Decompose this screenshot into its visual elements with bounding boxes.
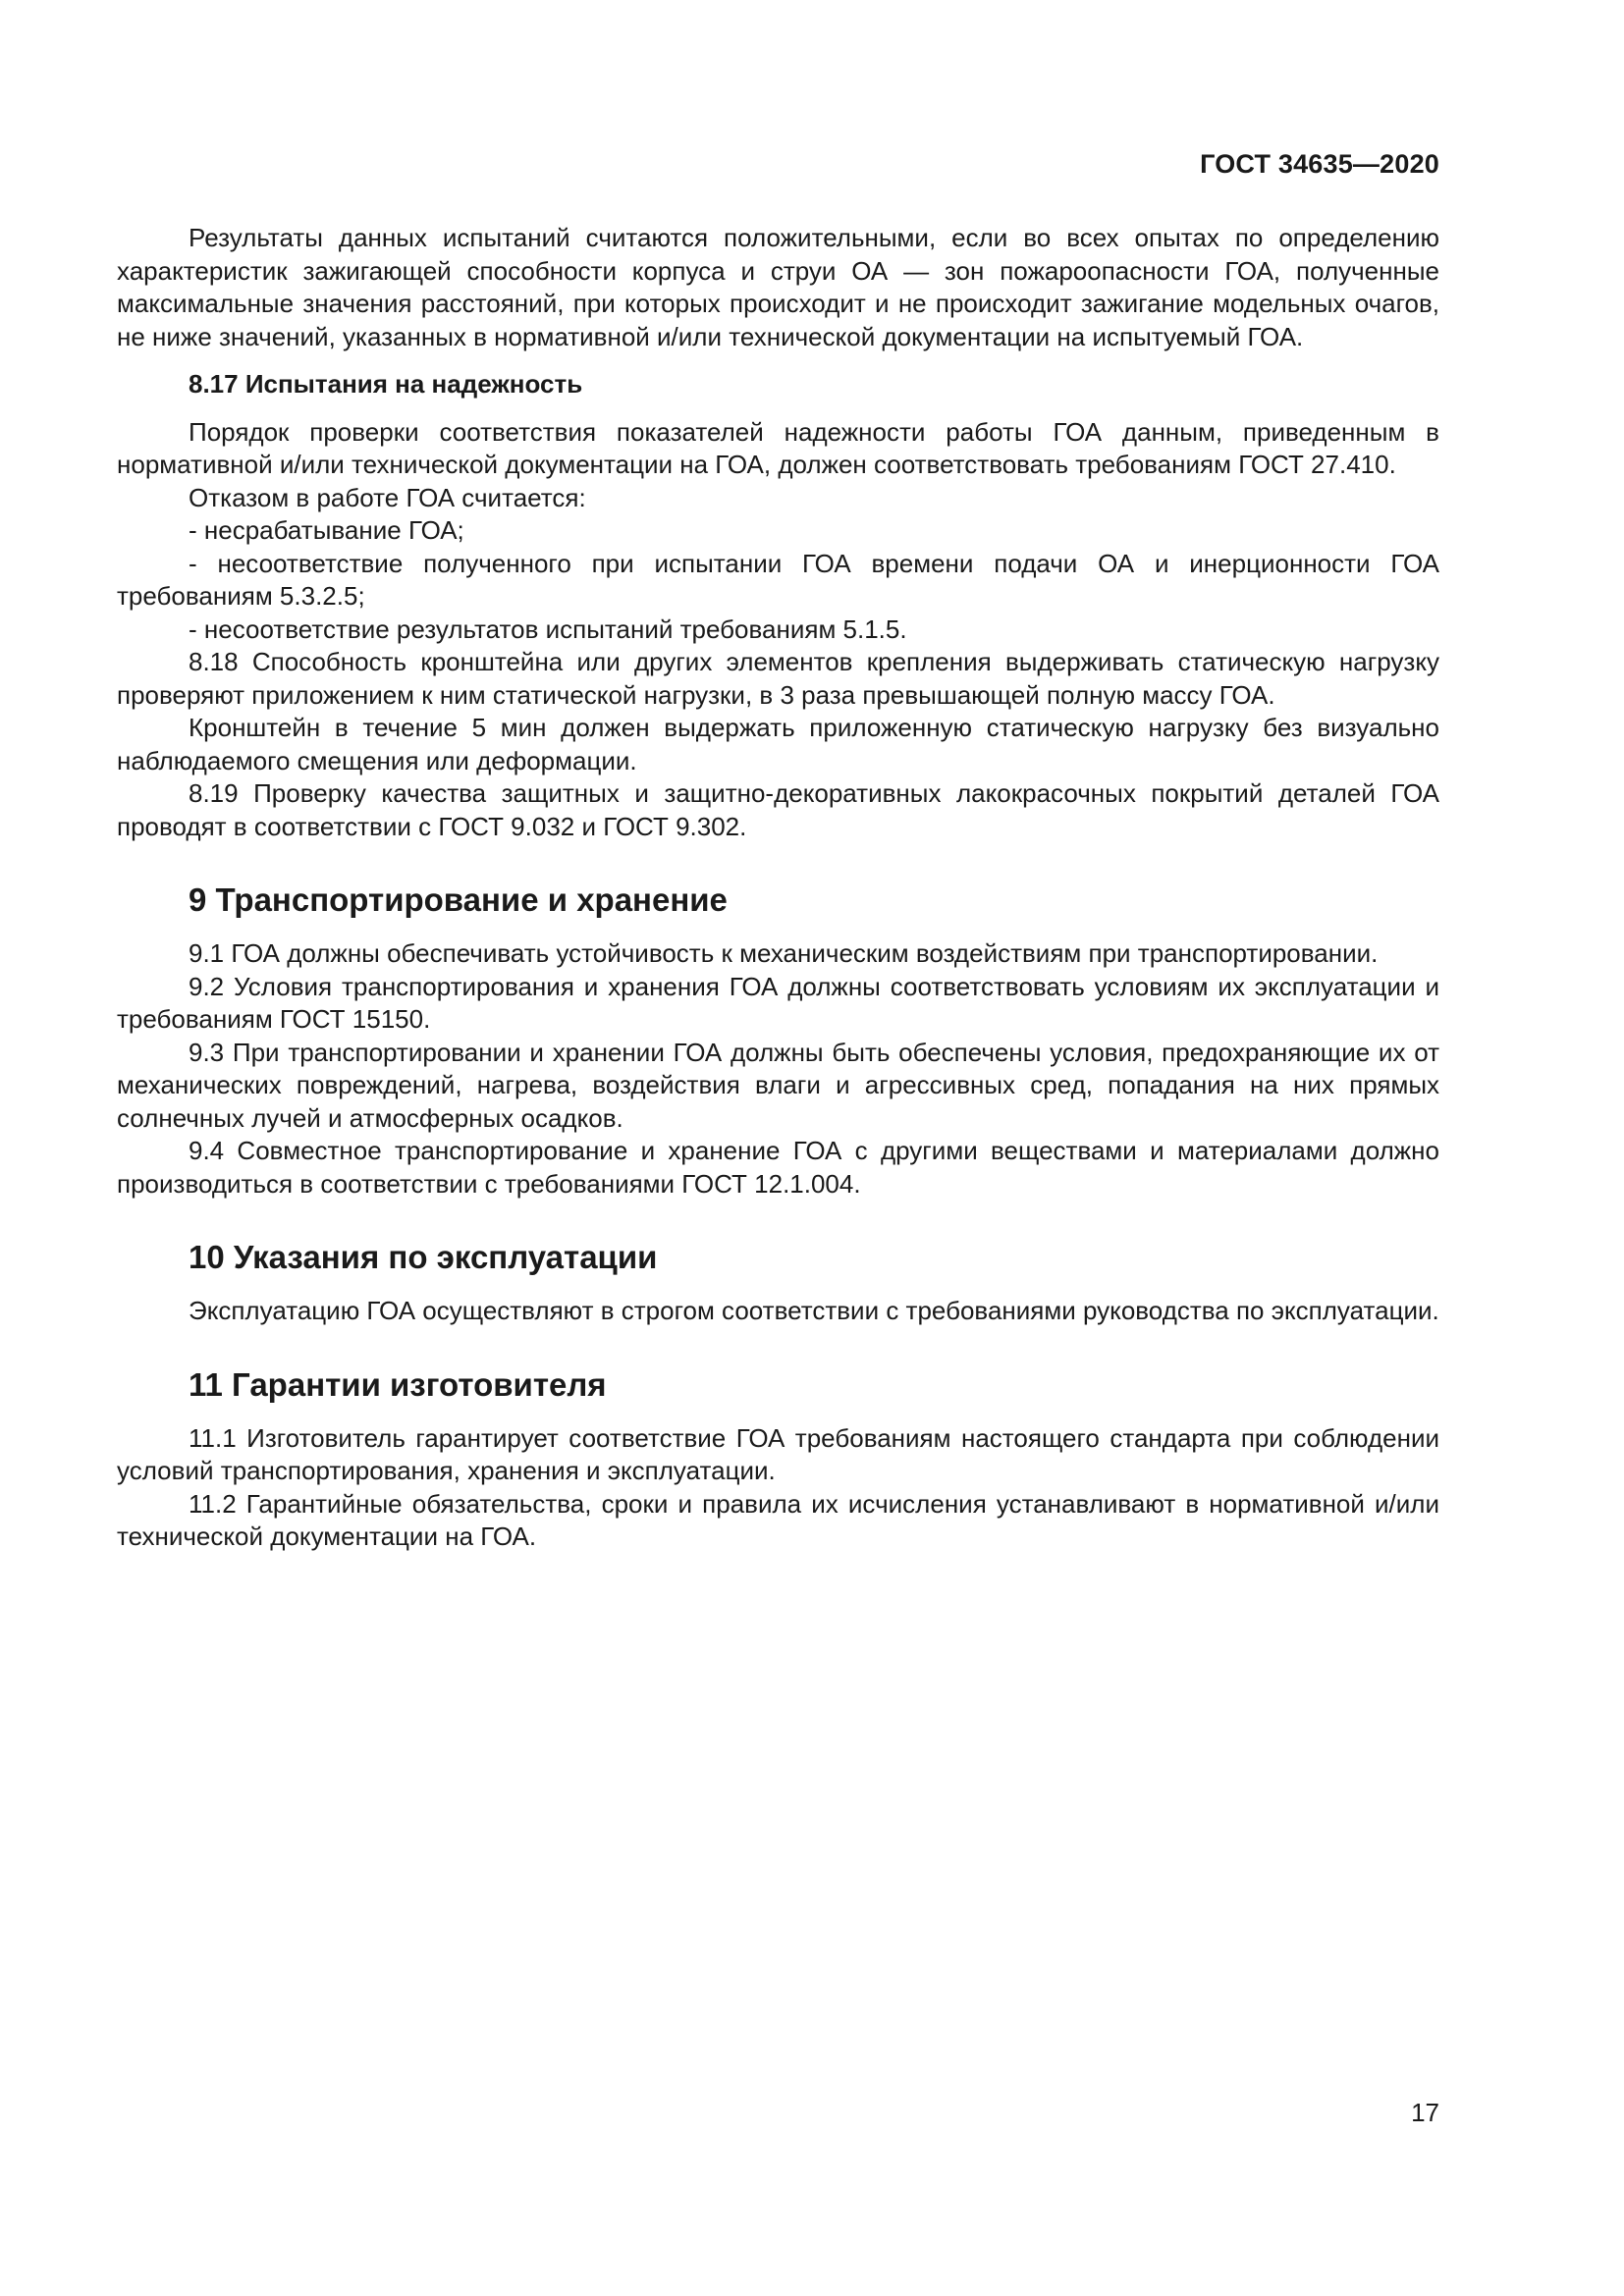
list-item-failure-3: - несоответствие результатов испытаний требованиям 5.1.5. — [189, 614, 907, 644]
page-number: 17 — [1411, 2098, 1439, 2127]
subheading-8-17-reliability-tests: 8.17 Испытания на надежность — [189, 369, 583, 399]
paragraph-9-3: 9.3 При транспортировании и хранении ГОА должны быть обеспечены условия, предохраняющие их от механических повреждений, нагрева, воздействия влаги и агрессивных сред, попадания на них прямых солнечных лучей и атмосферных осадков. — [117, 1037, 1439, 1133]
list-item-failure-1: - несрабатывание ГОА; — [189, 515, 464, 545]
paragraph-11-1: 11.1 Изготовитель гарантирует соответствие ГОА требованиям настоящего стандарта при соблюдении условий транспортирования, хранения и эксплуатации. — [117, 1422, 1439, 1485]
paragraph-9-2: 9.2 Условия транспортирования и хранения ГОА должны соответствовать условиям их эксплуатации и требованиям ГОСТ 15150. — [117, 971, 1439, 1034]
paragraph-8-18-bracket-load: 8.18 Способность кронштейна или других элементов крепления выдерживать статическую нагрузку проверяют приложением к ним статической нагрузки, в 3 раза превышающей полную массу ГОА. — [117, 647, 1439, 710]
paragraph-test-results: Результаты данных испытаний считаются положительными, если во всех опытах по определению характеристик зажигающей способности корпуса и струи ОА — зон пожароопасности ГОА, полученные максимальные значения расстояний, при которых происходит и не происходит зажигание модельных очагов, не ниже значений, указанных в нормативной и/или технической документации на испытуемый ГОА. — [117, 223, 1439, 351]
paragraph-11-2: 11.2 Гарантийные обязательства, сроки и правила их исчисления устанавливают в нормативной и/или технической документации на ГОА. — [117, 1488, 1439, 1551]
paragraph-operation: Эксплуатацию ГОА осуществляют в строгом соответствии с требованиями руководства по эксплуатации. — [189, 1296, 1439, 1325]
document-code-header: ГОСТ 34635—2020 — [1200, 149, 1439, 179]
section-heading-11-warranty: 11 Гарантии изготовителя — [189, 1365, 607, 1403]
paragraph-8-19-coatings: 8.19 Проверку качества защитных и защитно-декоративных лакокрасочных покрытий деталей ГОА проводят в соответствии с ГОСТ 9.032 и ГОСТ 9.302. — [117, 778, 1439, 841]
section-heading-9-transport-storage: 9 Транспортирование и хранение — [189, 881, 728, 918]
paragraph-9-1: 9.1 ГОА должны обеспечивать устойчивость к механическим воздействиям при транспортировании. — [189, 938, 1379, 968]
paragraph-failure-definition: Отказом в работе ГОА считается: — [189, 482, 586, 512]
list-item-failure-2: - несоответствие полученного при испытании ГОА времени подачи ОА и инерционности ГОА требованиям 5.3.2.5; — [117, 548, 1439, 611]
document-body — [117, 222, 1439, 1554]
paragraph-reliability-procedure: Порядок проверки соответствия показателей надежности работы ГОА данным, приведенным в нормативной и/или технической документации на ГОА, должен соответствовать требованиям ГОСТ 27.410. — [117, 416, 1439, 479]
section-heading-10-operation: 10 Указания по эксплуатации — [189, 1239, 658, 1275]
paragraph-bracket-hold: Кронштейн в течение 5 мин должен выдержать приложенную статическую нагрузку без визуально наблюдаемого смещения или деформации. — [117, 713, 1439, 775]
paragraph-9-4: 9.4 Совместное транспортирование и хранение ГОА с другими веществами и материалами должно производиться в соответствии с требованиями ГОСТ 12.1.004. — [117, 1136, 1439, 1199]
